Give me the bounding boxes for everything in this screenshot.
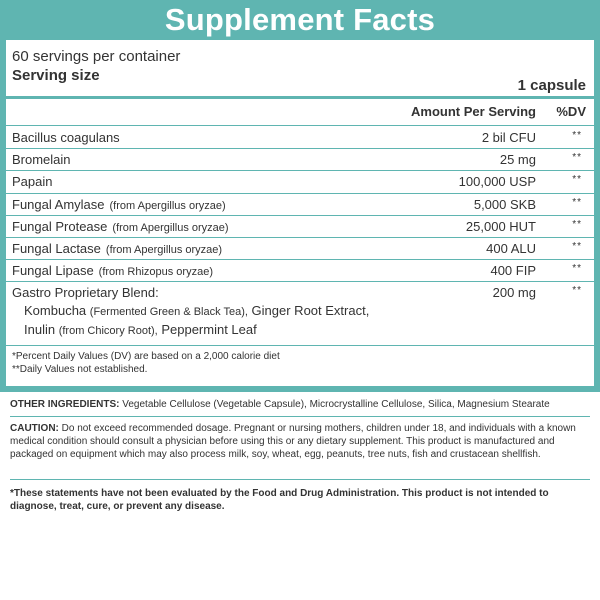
ingredient-amount: 25 mg (499, 152, 536, 168)
ingredient-source: (from Rhizopus oryzae) (98, 266, 213, 279)
ingredient-amount: 400 ALU (486, 240, 536, 256)
table-row (6, 194, 594, 216)
ingredient-name: Papain (12, 174, 53, 190)
ingredient-dv: ** (572, 174, 582, 186)
ingredient-name: Fungal Protease (from Apergillus oryzae) (12, 218, 229, 234)
ingredient-name: Fungal Lactase (from Apergillus oryzae) (12, 240, 223, 256)
caution-text: CAUTION: Do not exceed recommended dosage. Pregnant or nursing mothers, children under 18, and individuals with a known medical condition should consult a physician before using this or any dietary supplement. This product is manufactured and packaged on equipment which may also process milk, soy, wheat, egg, peanuts, tree nuts, fish and crustacean shellfish. (10, 423, 576, 460)
table-row (6, 216, 594, 238)
ingredient-amount: 400 FIP (490, 263, 536, 279)
thick-divider (6, 96, 594, 99)
other-ingredients: OTHER INGREDIENTS: Vegetable Cellulose (Vegetable Capsule), Microcrystalline Cellulose, Silica, Magnesium Stearate (10, 399, 550, 410)
ingredient-dv: ** (572, 285, 582, 297)
panel-title: Supplement Facts (164, 2, 436, 37)
ingredient-amount: 2 bil CFU (481, 130, 536, 145)
table-row (6, 127, 594, 149)
ingredient-amount: 100,000 USP (458, 174, 536, 190)
dv-header: %DV (556, 104, 586, 119)
servings-per-container: 60 servings per container (12, 48, 181, 65)
ingredient-dv: ** (572, 240, 582, 252)
ingredient-dv: ** (572, 152, 582, 164)
table-row (6, 238, 594, 260)
ingredient-source: (from Apergillus oryzae) (112, 221, 229, 234)
blend-contents: Kombucha (Fermented Green & Black Tea), Ginger Root Extract, Inulin (from Chicory Root), Peppermint Leaf (24, 303, 370, 337)
ingredient-name: Bacillus coagulans (12, 130, 120, 145)
ingredient-source: (from Apergillus oryzae) (109, 199, 226, 212)
ingredient-dv: ** (572, 263, 582, 275)
footnote-not-established: **Daily Values not established. (12, 364, 148, 375)
table-row (6, 260, 594, 282)
section-divider (10, 416, 590, 417)
fda-disclaimer: *These statements have not been evaluated by the Food and Drug Administration. This product is not intended to diagnose, treat, cure, or prevent any disease. (10, 488, 549, 512)
ingredient-amount: 200 mg (492, 285, 536, 301)
table-row (6, 149, 594, 171)
footnote-percent-dv: *Percent Daily Values (DV) are based on a 2,000 calorie diet (12, 351, 280, 362)
ingredient-amount: 5,000 SKB (473, 196, 536, 212)
ingredient-name: Fungal Amylase (from Apergillus oryzae) (12, 196, 226, 212)
ingredient-name: Gastro Proprietary Blend: (12, 285, 159, 301)
header-divider (6, 125, 594, 126)
amount-per-serving-header: Amount Per Serving (411, 104, 536, 119)
ingredient-dv: ** (572, 130, 582, 141)
serving-size-label: Serving size (12, 67, 100, 84)
ingredient-dv: ** (572, 218, 582, 230)
section-divider (10, 479, 590, 480)
ingredient-rows (6, 127, 594, 304)
ingredient-source: (from Apergillus oryzae) (105, 243, 223, 256)
footnote-divider (6, 345, 594, 346)
table-row (6, 282, 594, 303)
ingredient-name: Fungal Lipase (from Rhizopus oryzae) (12, 263, 213, 279)
serving-size-value: 1 capsule (517, 77, 586, 94)
facts-table (6, 40, 594, 386)
ingredient-amount: 25,000 HUT (465, 218, 536, 234)
table-row (6, 171, 594, 193)
ingredient-dv: ** (572, 196, 582, 208)
ingredient-name: Bromelain (12, 152, 71, 168)
